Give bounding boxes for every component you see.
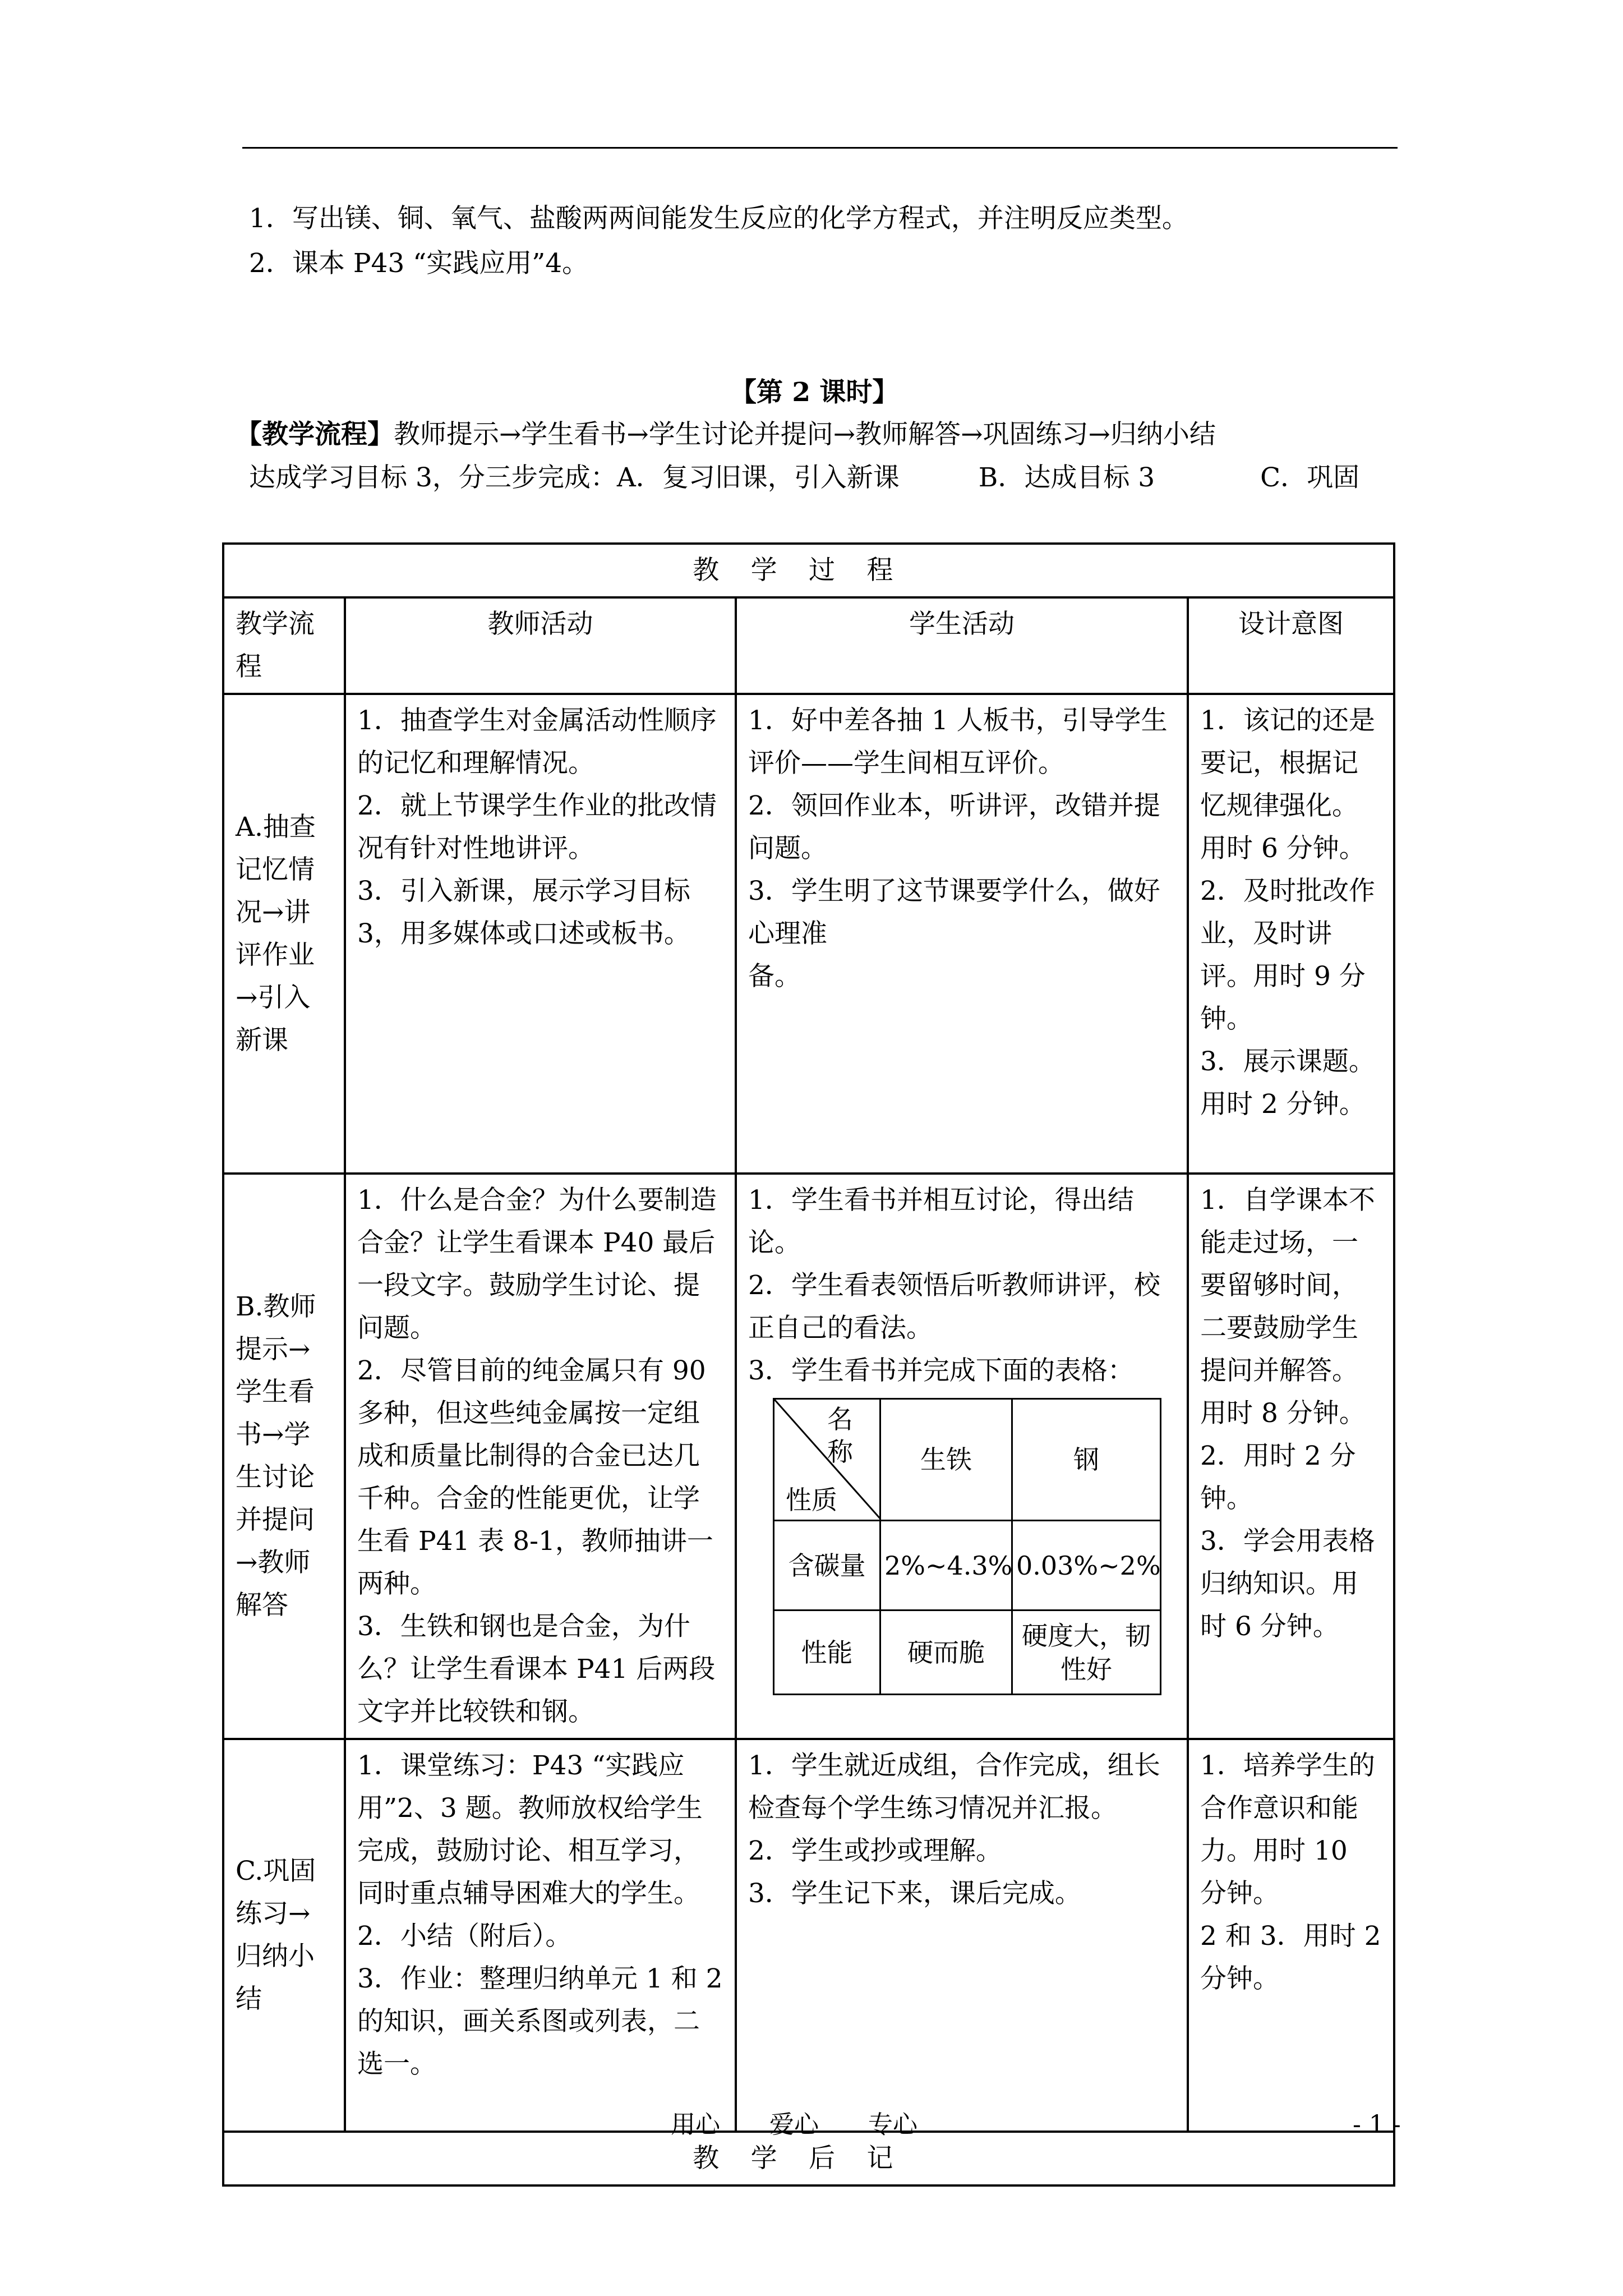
student-b-item: 3．学生看书并完成下面的表格： — [748, 1355, 1134, 1386]
table-row — [223, 1174, 1394, 1739]
goal-line: 达成学习目标 3，分三步完成：A．复习旧课，引入新课 B．达成目标 3 C．巩固 — [249, 462, 1360, 493]
student-a-item: 2．领回作业本，听讲评，改错并提问题。 — [748, 790, 1160, 864]
iron-steel-comparison-table — [773, 1398, 1161, 1695]
design-intent-a — [1188, 694, 1394, 1174]
header-stage: 教学流程 — [223, 597, 345, 694]
col-pig-iron: 生铁 — [880, 1399, 1012, 1521]
student-a-item: 3．学生明了这节课要学什么，做好心理准 — [748, 876, 1160, 949]
intent-a-item: 2．及时批改作业，及时讲评。用时 9 分钟。 — [1200, 876, 1375, 1034]
footer-motto: 用心 爱心 专心 — [671, 2110, 917, 2139]
intent-a-item: 3．展示课题。用时 2 分钟。 — [1200, 1046, 1375, 1120]
student-c-item: 3．学生记下来，课后完成。 — [748, 1878, 1081, 1909]
design-intent-c — [1188, 1739, 1394, 2132]
header-student: 学生活动 — [736, 597, 1188, 694]
intent-c-item: 2 和 3．用时 2 分钟。 — [1200, 1921, 1381, 1994]
student-activity-b — [736, 1174, 1188, 1739]
student-activity-a — [736, 694, 1188, 1174]
table-title: 教学过程 — [223, 544, 1394, 597]
corner-name-label: 名称 — [827, 1404, 853, 1467]
corner-property-label: 性质 — [786, 1485, 837, 1515]
flow-label: 【教学流程】 — [236, 419, 394, 450]
table-row — [223, 694, 1394, 1174]
teaching-process-table — [222, 542, 1395, 2187]
student-c-item: 2．学生或抄或理解。 — [748, 1835, 1002, 1866]
diagonal-header-cell — [774, 1399, 880, 1521]
row-label-performance: 性能 — [774, 1611, 880, 1695]
col-steel: 钢 — [1012, 1399, 1161, 1521]
row-label-carbon: 含碳量 — [774, 1521, 880, 1611]
flow-line — [236, 418, 1216, 452]
table-header-row — [223, 597, 1394, 694]
performance-steel: 硬度大，韧性好 — [1012, 1611, 1161, 1695]
teacher-a-item: 3．引入新课，展示学习目标 3，用多媒体或口述或板书。 — [357, 876, 690, 949]
lesson-title: 【第 2 课时】 — [730, 377, 899, 408]
teacher-c-item: 3．作业：整理归纳单元 1 和 2 的知识，画关系图或列表，二选一。 — [357, 1963, 723, 2079]
student-a-item: 1．好中差各抽 1 人板书，引导学生评价——学生间相互评价。 — [748, 705, 1168, 779]
teacher-b-item: 1．什么是合金？为什么要制造合金？让学生看课本 P40 最后一段文字。鼓励学生讨论、提问题。 — [357, 1185, 717, 1343]
teacher-b-item: 3．生铁和钢也是合金，为什么？让学生看课本 P41 后两段文字并比较铁和钢。 — [357, 1611, 716, 1727]
student-activity-c — [736, 1739, 1188, 2132]
design-intent-b — [1188, 1174, 1394, 1739]
student-b-item: 1．学生看书并相互讨论，得出结论。 — [748, 1185, 1134, 1258]
inner-header-row — [774, 1399, 1161, 1521]
teacher-activity-c — [345, 1739, 736, 2132]
teacher-a-item: 2．就上节课学生作业的批改情况有针对性地讲评。 — [357, 790, 717, 864]
header-intent: 设计意图 — [1188, 597, 1394, 694]
teacher-a-item: 1．抽查学生对金属活动性顺序的记忆和理解情况。 — [357, 705, 717, 779]
intent-c-item: 1．培养学生的合作意识和能力。用时 10 分钟。 — [1200, 1750, 1375, 1909]
intent-b-item: 1．自学课本不能走过场，一要留够时间，二要鼓励学生提问并解答。用时 8 分钟。 — [1200, 1185, 1375, 1429]
homework-item-2: 2．课本 P43 “实践应用”4。 — [249, 248, 589, 279]
carbon-steel: 0.03%~2% — [1012, 1521, 1161, 1611]
inner-row-performance — [774, 1611, 1161, 1695]
table-row — [223, 1739, 1394, 2132]
student-a-item: 备。 — [748, 961, 801, 992]
table-title-row — [223, 544, 1394, 597]
page-number: - 1 - — [1353, 2110, 1401, 2139]
intent-b-item: 2．用时 2 分钟。 — [1200, 1441, 1356, 1514]
carbon-pig-iron: 2%~4.3% — [880, 1521, 1012, 1611]
stage-a: A.抽查记忆情况→讲评作业→引入新课 — [223, 694, 345, 1174]
inner-row-carbon — [774, 1521, 1161, 1611]
student-b-item: 2．学生看表领悟后听教师讲评，校正自己的看法。 — [748, 1270, 1160, 1343]
stage-b: B.教师提示→学生看书→学生讨论并提问→教师解答 — [223, 1174, 345, 1739]
teacher-activity-a — [345, 694, 736, 1174]
header-rule — [242, 147, 1398, 149]
table-footer-title: 教学后记 — [223, 2132, 1394, 2185]
teacher-b-item: 2．尽管目前的纯金属只有 90 多种，但这些纯金属按一定组成和质量比制得的合金已达几千种。合金的性能更优，让学生看 P41 表 8-1，教师抽讲一两种。 — [357, 1355, 713, 1599]
teacher-c-item: 1．课堂练习：P43 “实践应用”2、3 题。教师放权给学生完成，鼓励讨论、相互学习，同时重点辅导困难大的学生。 — [357, 1750, 703, 1909]
intent-b-item: 3．学会用表格归纳知识。用时 6 分钟。 — [1200, 1526, 1375, 1642]
flow-text: 教师提示→学生看书→学生讨论并提问→教师解答→巩固练习→归纳小结 — [394, 419, 1216, 450]
stage-c: C.巩固练习→归纳小结 — [223, 1739, 345, 2132]
header-teacher: 教师活动 — [345, 597, 736, 694]
teacher-activity-b — [345, 1174, 736, 1739]
performance-pig-iron: 硬而脆 — [880, 1611, 1012, 1695]
teacher-c-item: 2．小结（附后）。 — [357, 1921, 572, 1952]
homework-item-1: 1．写出镁、铜、氧气、盐酸两两间能发生反应的化学方程式，并注明反应类型。 — [249, 203, 1188, 234]
student-c-item: 1．学生就近成组，合作完成，组长检查每个学生练习情况并汇报。 — [748, 1750, 1160, 1824]
intent-a-item: 1．该记的还是要记，根据记忆规律强化。用时 6 分钟。 — [1200, 705, 1375, 864]
